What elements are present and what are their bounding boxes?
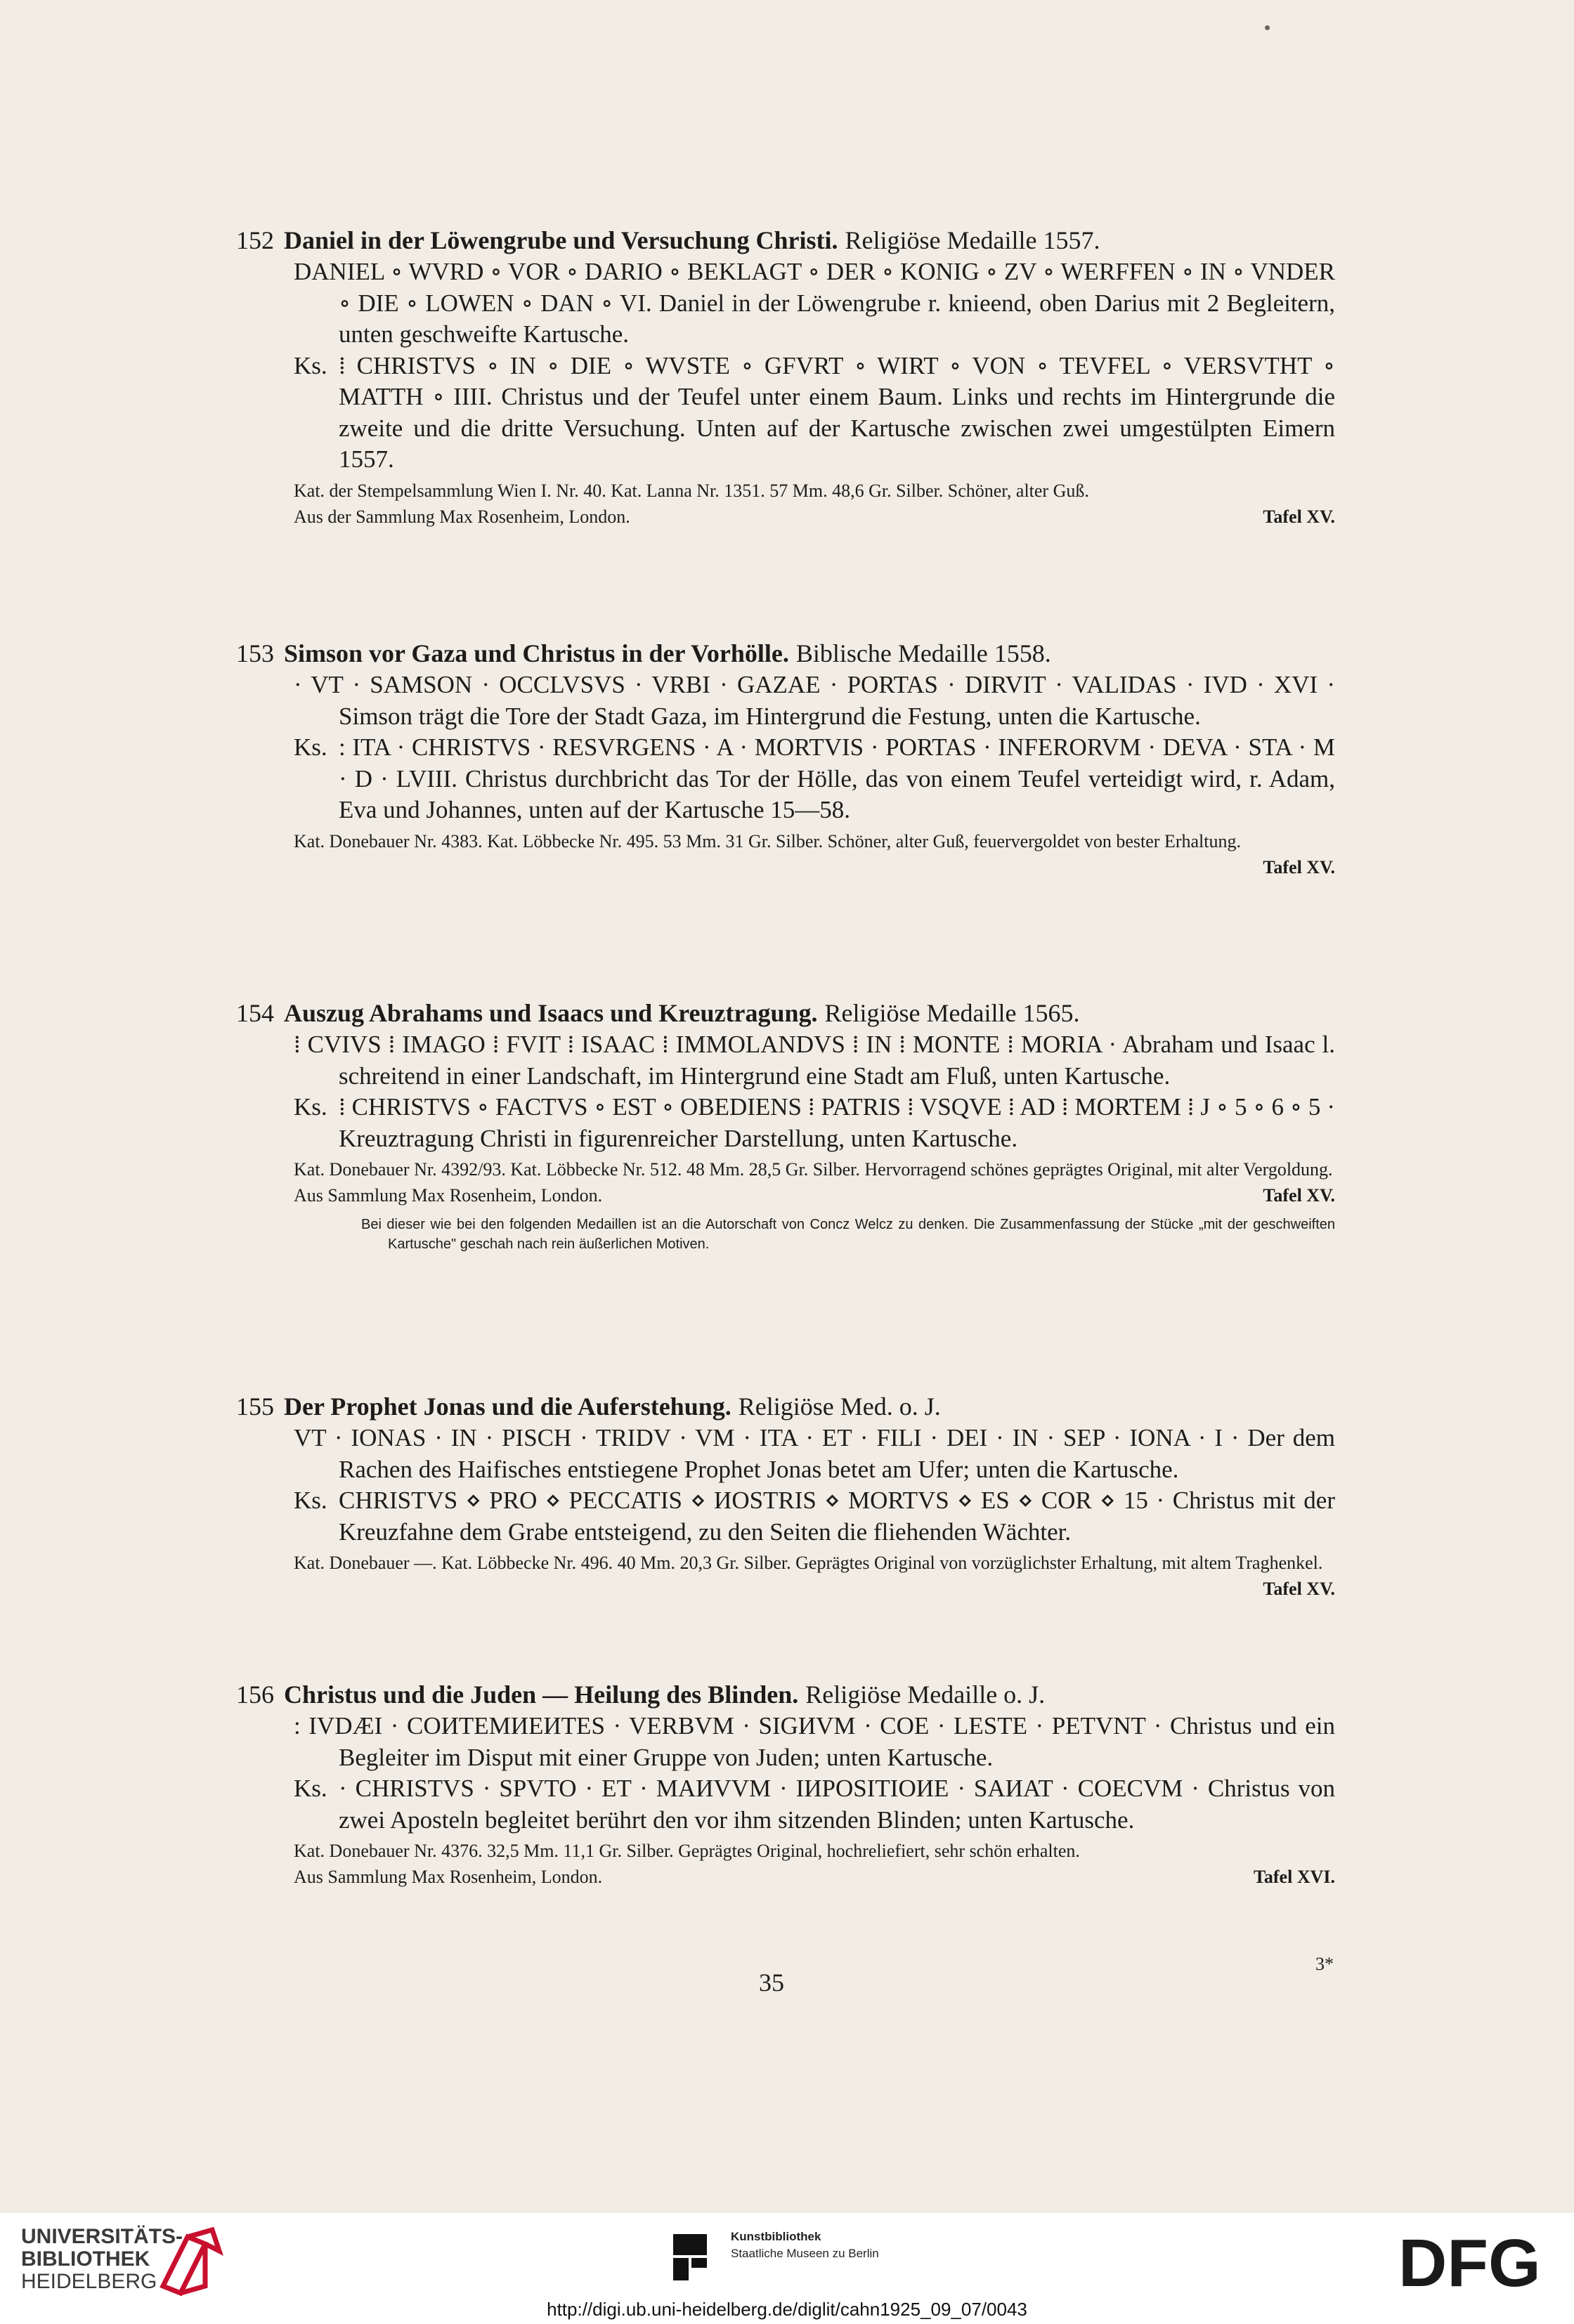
page-speck	[1265, 25, 1270, 30]
reverse-paragraph	[238, 1485, 1335, 1548]
entry-number: 154	[236, 999, 274, 1027]
provenance-row	[238, 854, 1335, 881]
entry-description: Religiöse Medaille 1565.	[824, 999, 1080, 1027]
obverse-description: DANIEL ∘ WVRD ∘ VOR ∘ DARIO ∘ BEKLAGT ∘ DER ∘ KONIG ∘ ZV ∘ WERFFEN ∘ IN ∘ VNDER ∘ DIE ∘ LOWEN ∘ DAN ∘ VI. Daniel in der Löwengrube r. knieend, oben Darius mit 2 Begleitern, unten geschweifte Kartusche.	[294, 258, 1335, 348]
plate-reference: Tafel XV.	[1263, 856, 1335, 877]
reverse-description: · CHRISTVS · SPVTO · ET · MAИVVM · IИPOSITIOИE · SAИAT · COECVM · Christus von zwei Aposteln begleitet berührt den vor ihm sitzenden Blinden; unten Kartusche.	[339, 1775, 1335, 1834]
kunstbibliothek-logo-icon	[668, 2234, 713, 2280]
entry-heading	[236, 1391, 1335, 1423]
ub-line-2: BIBLIOTHEK	[21, 2247, 150, 2271]
ks-label: Ks.	[294, 351, 327, 379]
ub-line-1: UNIVERSITÄTS-	[21, 2225, 183, 2248]
entry-heading	[236, 998, 1335, 1029]
plate-reference: Tafel XVI.	[1253, 1867, 1335, 1887]
obverse-description: : IVDÆI · COИTEMИEИTES · VERBVM · SIGИVM · COE · LESTE · PETVNT · Christus und ein Begleiter im Disput mit einer Gruppe von Juden; unten Kartusche.	[294, 1712, 1335, 1771]
literature-reference: Kat. Donebauer Nr. 4392/93. Kat. Löbbecke Nr. 512. 48 Mm. 28,5 Gr. Silber. Hervorragend schönes geprägtes Original, mit alter Vergoldung.	[294, 1159, 1333, 1180]
ub-heidelberg-logo-icon	[156, 2223, 226, 2300]
provenance-row	[238, 1576, 1335, 1602]
entry-description: Religiöse Medaille 1557.	[845, 226, 1100, 254]
page-number: 35	[759, 1969, 784, 1997]
reverse-description: CHRISTVS ⋄ PRO ⋄ PECCATIS ⋄ ИOSTRIS ⋄ MORTVS ⋄ ES ⋄ COR ⋄ 15 · Christus mit der Kreuzfahne dem Grabe entsteigend, zu den Seiten die fliehenden Wächter.	[339, 1487, 1335, 1546]
entry-number: 156	[236, 1680, 274, 1709]
literature-reference: Kat. der Stempelsammlung Wien I. Nr. 40. Kat. Lanna Nr. 1351. 57 Mm. 48,6 Gr. Silber. Schöner, alter Guß.	[294, 480, 1089, 501]
catalog-entry-156	[238, 1679, 1335, 1891]
reverse-description: ⁞ CHRISTVS ∘ IN ∘ DIE ∘ WVSTE ∘ GFVRT ∘ WIRT ∘ VON ∘ TEVFEL ∘ VERSVTHT ∘ MATTH ∘ IIII. Christus und der Teufel unter einem Baum. Links und rechts im Hintergrunde die zweite und die dritte Versuchung. Unten auf der Kartusche zwischen zwei umgestülpten Eimern 1557.	[339, 351, 1335, 473]
entry-description: Religiöse Med. o. J.	[738, 1392, 941, 1421]
reverse-paragraph	[238, 1773, 1335, 1836]
obverse-description: ⁞ CVIVS ⁞ IMAGO ⁞ FVIT ⁞ ISAAC ⁞ IMMOLANDVS ⁞ IN ⁞ MONTE ⁞ MORIA · Abraham und Isaac l. schreitend in einer Landschaft, im Hintergrund eine Stadt am Fluß, unten Kartusche.	[294, 1031, 1335, 1090]
plate-reference: Tafel XV.	[1263, 506, 1335, 527]
entry-heading	[236, 225, 1335, 256]
literature-reference: Kat. Donebauer —. Kat. Löbbecke Nr. 496. 40 Mm. 20,3 Gr. Silber. Geprägtes Original von vorzüglichster Erhaltung, mit altem Traghenkel.	[294, 1553, 1323, 1573]
catalog-entry-155	[238, 1391, 1335, 1602]
literature-reference: Kat. Donebauer Nr. 4376. 32,5 Mm. 11,1 Gr. Silber. Geprägtes Original, hochreliefiert, sehr schön erhalten.	[294, 1841, 1080, 1861]
entry-heading	[236, 638, 1335, 670]
entry-heading	[236, 1679, 1335, 1711]
reverse-paragraph	[238, 351, 1335, 476]
entry-number: 153	[236, 639, 274, 667]
ks-label: Ks.	[294, 1487, 327, 1514]
entry-number: 152	[236, 226, 274, 254]
ks-label: Ks.	[294, 1093, 327, 1121]
entry-title: Simson vor Gaza und Christus in der Vorhölle.	[284, 639, 789, 667]
provenance-row	[238, 504, 1335, 530]
reverse-paragraph	[238, 1092, 1335, 1154]
reverse-description: : ITA · CHRISTVS · RESVRGENS · A · MORTVIS · PORTAS · INFERORVM · DEVA · STA · M · D · LVIII. Christus durchbricht das Tor der Hölle, das von einem Teufel verteidigt wird, r. Adam, Eva und Johannes, unten auf der Kartusche 15—58.	[339, 733, 1335, 823]
provenance-row	[238, 1864, 1335, 1891]
provenance: Aus Sammlung Max Rosenheim, London.	[294, 1185, 603, 1206]
catalog-entry-154	[238, 998, 1335, 1254]
entry-title: Daniel in der Löwengrube und Versuchung Christi.	[284, 226, 838, 254]
dfg-logo-text: DFG	[1398, 2230, 1541, 2300]
entry-title: Christus und die Juden — Heilung des Blinden.	[284, 1680, 799, 1709]
ks-label: Ks.	[294, 1775, 327, 1802]
obverse-description: · VT · SAMSON · OCCLVSVS · VRBI · GAZAE · PORTAS · DIRVIT · VALIDAS · IVD · XVI · Simson trägt die Tore der Stadt Gaza, im Hintergrund die Festung, unten die Kartusche.	[294, 671, 1335, 730]
catalog-entry-153	[238, 638, 1335, 881]
reverse-description: ⁞ CHRISTVS ∘ FACTVS ∘ EST ∘ OBEDIENS ⁞ PATRIS ⁞ VSQVE ⁞ AD ⁞ MORTEM ⁞ J ∘ 5 ∘ 6 ∘ 5 · Kreuztragung Christi in figurenreicher Darstellung, unten Kartusche.	[339, 1093, 1335, 1152]
provenance: Aus Sammlung Max Rosenheim, London.	[294, 1867, 603, 1887]
entry-number: 155	[236, 1392, 274, 1421]
kunstbibliothek-name: Kunstbibliothek	[731, 2230, 821, 2243]
entry-title: Auszug Abrahams und Isaacs und Kreuztragung.	[284, 999, 818, 1027]
kunstbibliothek-subtitle: Staatliche Museen zu Berlin	[731, 2247, 879, 2260]
page-url[interactable]: http://digi.ub.uni-heidelberg.de/diglit/cahn1925_09_07/0043	[547, 2299, 1027, 2320]
signature-mark: 3*	[1315, 1954, 1334, 1974]
reverse-paragraph	[238, 732, 1335, 826]
dfg-logo-icon	[1398, 2230, 1553, 2300]
catalog-entry-152	[238, 225, 1335, 530]
entry-description: Biblische Medaille 1558.	[795, 639, 1051, 667]
entry-description: Religiöse Medaille o. J.	[805, 1680, 1046, 1709]
entry-title: Der Prophet Jonas und die Auferstehung.	[284, 1392, 731, 1421]
provenance-row	[238, 1182, 1335, 1209]
ub-line-3: HEIDELBERG	[21, 2270, 157, 2293]
kunstbibliothek-text	[731, 2228, 984, 2262]
literature-reference: Kat. Donebauer Nr. 4383. Kat. Löbbecke Nr. 495. 53 Mm. 31 Gr. Silber. Schöner, alter Guß, feuervergoldet von bester Erhaltung.	[294, 830, 1241, 851]
obverse-description: VT · IONAS · IN · PISCH · TRIDV · VM · ITA · ET · FILI · DEI · IN · SEP · IONA · I · Der dem Rachen des Haifisches entstiegene Prophet Jonas betet am Ufer; unten die Kartusche.	[294, 1424, 1335, 1483]
plate-reference: Tafel XV.	[1263, 1185, 1335, 1206]
footnote: Bei dieser wie bei den folgenden Medaillen ist an die Autorschaft von Concz Welcz zu denken. Die Zusammenfassung der Stücke „mit der geschweiften Kartusche" geschah nach rein äußerlichen Motiven.	[361, 1217, 1335, 1252]
ks-label: Ks.	[294, 733, 327, 761]
provenance: Aus der Sammlung Max Rosenheim, London.	[294, 506, 630, 527]
plate-reference: Tafel XV.	[1263, 1579, 1335, 1599]
